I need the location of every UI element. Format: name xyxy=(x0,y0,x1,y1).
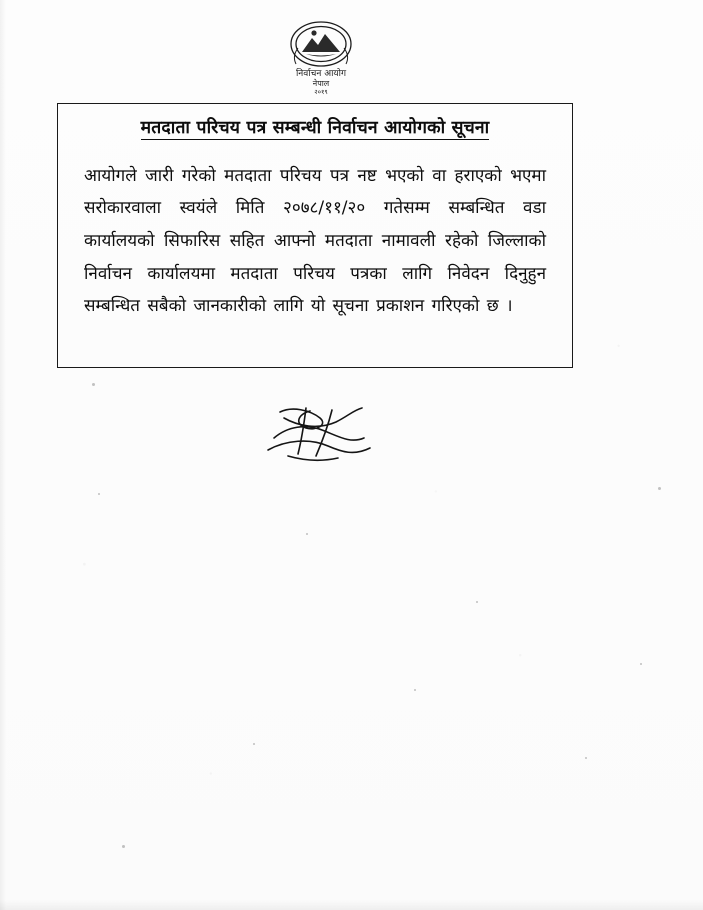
scan-speck xyxy=(640,663,642,665)
handwritten-signature xyxy=(258,404,398,474)
emblem-year: २०१९ xyxy=(314,88,328,96)
scan-speck xyxy=(306,533,308,535)
notice-title-text: मतदाता परिचय पत्र सम्बन्धी निर्वाचन आयोगको सूचना xyxy=(140,118,490,138)
scan-speck xyxy=(414,689,416,691)
notice-title xyxy=(58,117,572,140)
election-commission-emblem xyxy=(262,14,380,96)
scan-speck xyxy=(585,757,587,759)
scan-speck xyxy=(476,601,478,603)
scan-speck xyxy=(122,845,125,848)
scan-speck xyxy=(98,493,100,495)
emblem-line2: नेपाल xyxy=(312,79,330,88)
scan-speck xyxy=(253,743,255,745)
scan-speck xyxy=(92,383,95,386)
notice-box xyxy=(57,103,573,368)
notice-body: आयोगले जारी गरेको मतदाता परिचय पत्र नष्ट भएको वा हराएको भएमा सरोकारवाला स्वयंले मिति २०७८/११/२० गतेसम्म सम्बन्धित वडा कार्यालयको सिफारिस सहित आफ्नो मतदाता नामावली रहेको जिल्लाको निर्वाचन कार्यालयमा मतदाता परिचय पत्रका लागि निवेदन दिनुहुन सम्बन्धित सबैको जानकारीको लागि यो सूचना प्रकाशन गरिएको छ । xyxy=(84,165,546,317)
scan-left-shadow xyxy=(0,0,6,910)
scan-speck xyxy=(658,487,661,490)
scan-bottom-shadow xyxy=(0,900,703,910)
emblem-line1: निर्वाचन आयोग xyxy=(295,69,347,79)
